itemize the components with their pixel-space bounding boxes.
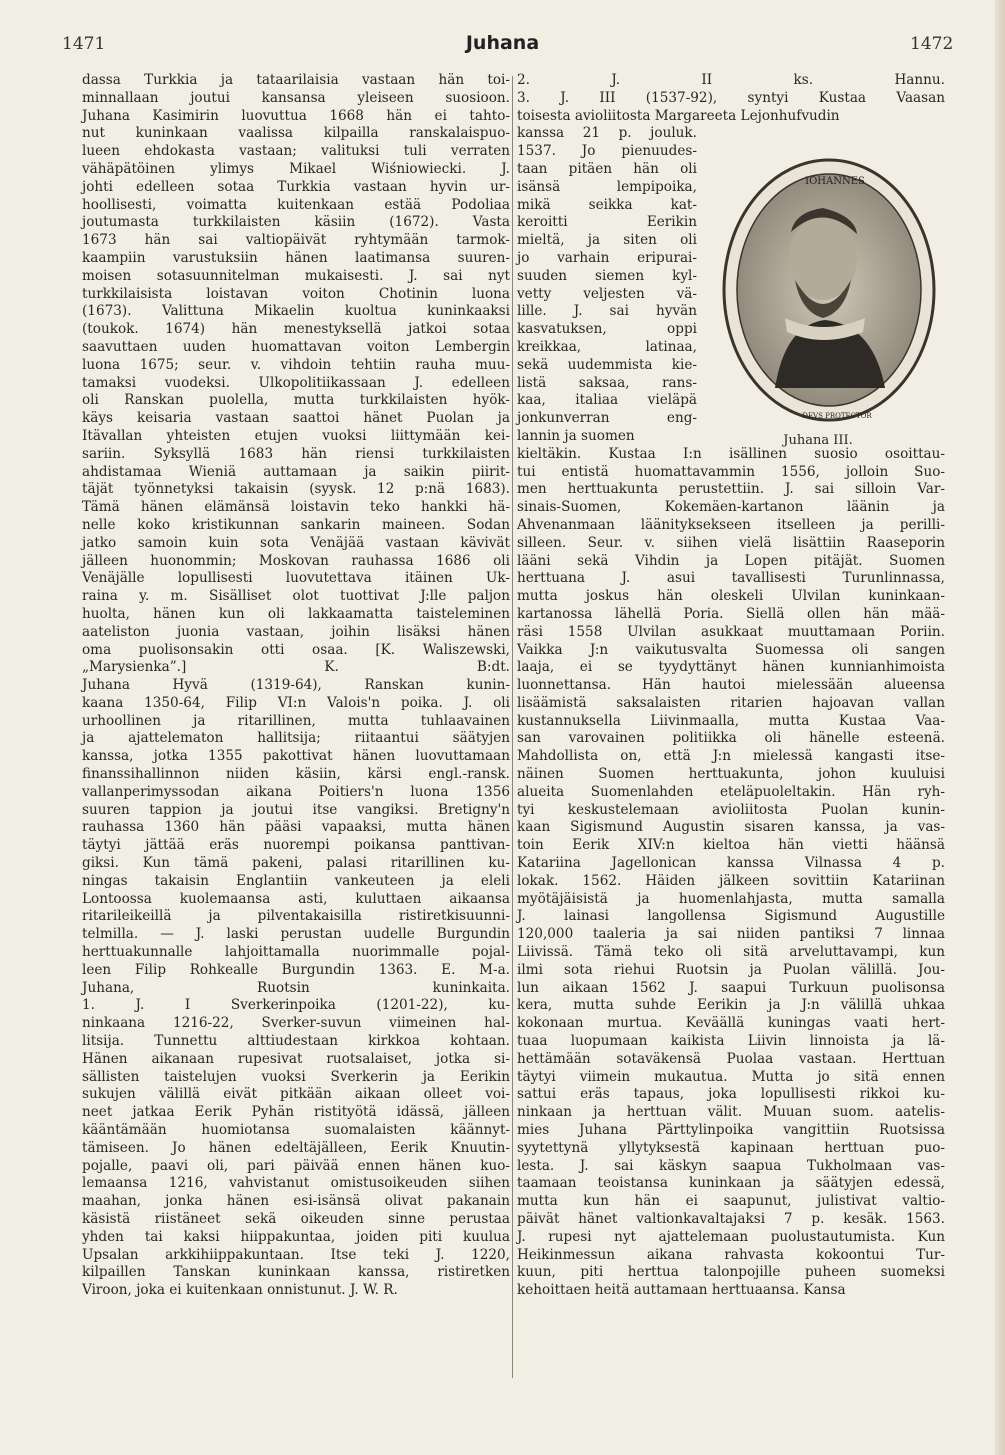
text-line: ja ajattelematon hallitsija; riitaantui säätyjen <box>82 730 510 747</box>
text-line: räsi 1558 Ulvilan asukkaat muuttamaan Poriin. <box>517 623 945 640</box>
text-line: syytettynä yllytyksestä kapinaan herttuan puo- <box>517 1139 945 1156</box>
text-line: neet jatkaa Eerik Pyhän ristityötä idässä, jälleen <box>82 1104 510 1121</box>
text-line: vähäpätöinen ylimys Mikael Wiśniowiecki. J. <box>82 160 510 177</box>
text-line: Vaikka J:n vaikutusvalta Suomessa oli sangen <box>517 641 945 658</box>
text-line: giksi. Kun tämä pakeni, palasi ritarillinen ku- <box>82 855 510 872</box>
text-line: ninkaan ja herttuan välit. Muuan suom. aatelis- <box>517 1104 945 1121</box>
text-line: Tämä hänen elämänsä loistavin teko hankki hä- <box>82 499 510 516</box>
text-line: listä saksaa, rans- <box>517 374 697 391</box>
text-line: hoollisesti, voimatta kuitenkaan estää Podoliaa <box>82 196 510 213</box>
text-line: täjät työnnetyksi takaisin (syysk. 12 p:nä 1683). <box>82 481 510 498</box>
text-line: Mahdollista on, että J:n mielessä kangasti itse- <box>517 748 945 765</box>
text-line: tamaksi vuodeksi. Ulkopolitiikassaan J. edelleen <box>82 374 510 391</box>
text-line: keroitti Eerikin <box>517 214 697 231</box>
text-line: johti edelleen sotaa Turkkia vastaan hyvin ur- <box>82 178 510 195</box>
text-line: mutta kun hän ei saapunut, julistivat valtio- <box>517 1193 945 1210</box>
text-line: näinen Suomen herttuakunta, johon kuuluisi <box>517 766 945 783</box>
text-line: jo varhain eripurai- <box>517 249 697 266</box>
text-line: nelle koko kristikunnan sankarin maineen. Sodan <box>82 516 510 533</box>
page-header <box>0 34 1005 58</box>
text-line: (1673). Valittuna Mikaelin kuoltua kuninkaaksi <box>82 303 510 320</box>
text-line: kääntämään huomiotansa suomalaisten käännyt- <box>82 1122 510 1139</box>
text-line: (toukok. 1674) hän menestyksellä jatkoi sotaa <box>82 321 510 338</box>
text-line: oli Ranskan puolella, mutta turkkilaisten hyök- <box>82 392 510 409</box>
text-line: sekä uudemmista kie- <box>517 356 697 373</box>
text-line: kuun, piti herttua talonpojille puheen suomeksi <box>517 1264 945 1281</box>
text-line: sukujen välillä eivät pitkään aikaan olleet voi- <box>82 1086 510 1103</box>
text-line: kilpaillen Tanskan kuninkaan kanssa, ristiretken <box>82 1264 510 1281</box>
text-line: Juhana, Ruotsin kuninkaita. <box>82 979 510 996</box>
text-line: alueita Suomenlahden eteläpuoleltakin. Hän ryh- <box>517 783 945 800</box>
portrait-juhana-iii <box>705 150 940 450</box>
text-line: vallanperimyssodan aikana Poitiers'n luona 1356 <box>82 783 510 800</box>
text-line: Lontoossa kuolemaansa asti, kuluttaen aikaansa <box>82 890 510 907</box>
text-line: ningas takaisin Englantiin vankeuteen ja eleli <box>82 872 510 889</box>
text-line: toin Eerik XIV:n kieltoa hän vietti häänsä <box>517 837 945 854</box>
text-line: ilmi sota riehui Ruotsin ja Puolan välillä. Jou- <box>517 961 945 978</box>
column-divider <box>512 76 513 1378</box>
text-line: lille. J. sai hyvän <box>517 303 697 320</box>
text-line: ninkaana 1216-22, Sverker-suvun viimeinen hal- <box>82 1015 510 1032</box>
portrait-inscription-bottom: DEVS PROTECTOR <box>802 412 872 420</box>
text-line: Ahvenanmaan läänityksekseen itselleen ja perilli- <box>517 516 945 533</box>
text-line: sattui eräs tapaus, joka lopullisesti rikkoi ku- <box>517 1086 945 1103</box>
text-line: taan pitäen hän oli <box>517 160 697 177</box>
text-line: kartanossa lähellä Poria. Siellä ollen hän mää- <box>517 605 945 622</box>
text-line: mies Juhana Pärttylinpoika vangittiin Ruotsissa <box>517 1122 945 1139</box>
text-line: päivät hänet valtionkavaltajaksi 7 p. kesäk. 1563. <box>517 1211 945 1227</box>
text-line: täytyi viimein mukautua. Mutta jo sitä ennen <box>517 1068 945 1085</box>
text-line: kera, mutta suhde Eerikin ja J:n välillä uhkaa <box>517 997 945 1014</box>
text-line: kaan Sigismund Augustin sisaren kanssa, ja vas- <box>517 819 945 836</box>
text-line: mikä seikka kat- <box>517 196 697 213</box>
text-line: tyi keskustelemaan avioliitosta Puolan kunin- <box>517 801 945 818</box>
portrait-caption: Juhana III. <box>783 433 853 448</box>
text-line: luonnettansa. Hän hautoi mielessään alueensa <box>517 677 945 694</box>
text-line: myötäjäisistä ja huomenlahjasta, mutta samalla <box>517 890 945 907</box>
text-line: kieltäkin. Kustaa I:n isällinen suosio osoittau- <box>517 445 945 462</box>
text-line: „Marysienka”.] K. B:dt. <box>82 659 510 676</box>
text-line: saavuttaen uuden huomattavan voiton Lembergin <box>82 338 510 355</box>
text-line: laaja, ei se tyydyttänyt hänen kunnianhimoista <box>517 659 945 676</box>
text-line: san varovainen politiikka oli hänelle esteenä. <box>517 730 945 747</box>
text-line: tuaa luopumaan kaikista Liivin linnoista ja lä- <box>517 1033 945 1050</box>
text-line: täytyi jättää eräs nuorempi poikansa panttivan- <box>82 837 510 854</box>
text-line: pojalle, paavi oli, pari päivää ennen hänen kuo- <box>82 1157 510 1174</box>
text-line: sariin. Syksyllä 1683 hän riensi turkkilaisten <box>82 445 510 462</box>
text-line: jonkunverran eng- <box>517 410 697 427</box>
text-line: kasvatuksen, oppi <box>517 321 697 338</box>
text-line: ritarileikeillä ja pilventakaisilla ristiretkisuunni- <box>82 908 510 925</box>
text-line: aateliston juonia vastaan, joihin lisäksi hänen <box>82 623 510 640</box>
text-line: lemaansa 1216, vahvistanut omistusoikeuden siihen <box>82 1175 510 1192</box>
text-line: mieltä, ja siten oli <box>517 232 697 249</box>
text-line: J. lainasi langollensa Sigismund Augustille <box>517 908 945 925</box>
text-line: kokonaan murtua. Keväällä kuningas vaati hert- <box>517 1015 945 1032</box>
text-line: Katariina Jagellonican kanssa Vilnassa 4 p. <box>517 855 945 872</box>
text-line: turkkilaisista loistavan voiton Chotinin luona <box>82 285 510 302</box>
text-line: tui entistä huomattavammin 1556, jolloin Suo- <box>517 463 945 480</box>
text-line: Viroon, joka ei kuitenkaan onnistunut. J. W. R. <box>82 1282 398 1299</box>
text-line: vetty veljesten vä- <box>517 285 697 302</box>
page-edge <box>995 0 1005 1455</box>
text-line: silleen. Seur. v. siihen vielä lisättiin Raaseporin <box>517 534 945 551</box>
text-line: lannin ja suomen <box>517 427 635 444</box>
text-line: lokak. 1562. Häiden jälkeen sovittiin Katariinan <box>517 872 945 889</box>
text-line: lun aikaan 1562 J. saapui Turkuun puolisonsa <box>517 979 945 996</box>
text-line: lueen ehdokasta vastaan; valituksi tuli verraten <box>82 143 510 160</box>
text-line: kaampiin varustuksiin hänen laatimansa suuren- <box>82 249 510 266</box>
text-line: 2. J. II ks. Hannu. <box>517 72 945 88</box>
text-line: finanssihallinnon niiden käsiin, kärsi engl.-ransk. <box>82 766 510 783</box>
text-line: kaana 1350-64, Filip VI:n Valois'n poika. J. oli <box>82 694 510 711</box>
text-line: Juhana Hyvä (1319-64), Ranskan kunin- <box>82 677 510 694</box>
text-line: kaa, italiaa vieläpä <box>517 392 697 409</box>
text-line: luona 1675; seur. v. vihdoin tehtiin rauha muu- <box>82 356 510 373</box>
text-line: kanssa, jotka 1355 pakottivat hänen luovuttamaan <box>82 748 510 765</box>
left-column <box>82 72 510 1300</box>
text-line: kanssa 21 p. jouluk. <box>517 125 697 142</box>
text-line: yhden tai kaksi hiippakuntaa, joiden piti kuulua <box>82 1228 510 1245</box>
text-line: minnallaan joutui kansansa yleiseen suosioon. <box>82 89 510 106</box>
text-line: suuden siemen kyl- <box>517 267 697 284</box>
text-line: 1673 hän sai valtiopäivät ryhtymään tarmok- <box>82 232 510 249</box>
text-line: kehoittaen heitä auttamaan herttuaansa. Kansa <box>517 1282 846 1299</box>
text-line: urhoollinen ja ritarillinen, mutta tuhlaavainen <box>82 712 510 729</box>
text-line: maahan, jonka hänen esi-isänsä olivat pakanain <box>82 1193 510 1210</box>
text-line: 1537. Jo pienuudes- <box>517 143 697 160</box>
text-line: lesta. J. sai käskyn saapua Tukholmaan vas- <box>517 1157 945 1174</box>
text-line: rauhassa 1360 hän pääsi vapaaksi, mutta hänen <box>82 819 510 836</box>
right-page-number: 1472 <box>910 34 954 54</box>
text-line: oma puolisonsakin otti osaa. [K. Waliszewski, <box>82 641 510 658</box>
text-line: Upsalan arkkihiippakuntaan. Itse teki J. 1220, <box>82 1246 510 1263</box>
text-line: leen Filip Rohkealle Burgundin 1363. E. M-a. <box>82 961 510 978</box>
text-line: käys keisaria vastaan saattoi hänet Puolan ja <box>82 410 510 427</box>
text-line: sinais-Suomen, Kokemäen-kartanon läänin ja <box>517 499 945 516</box>
text-line: suuren tappion ja joutui itse vangiksi. Bretigny'n <box>82 801 510 818</box>
text-line: lisäämistä saksalaisten ritarien hajoavan vallan <box>517 694 945 711</box>
text-line: mutta joskus hän oleskeli Ulvilan kuninkaan- <box>517 588 945 605</box>
text-line: litsija. Tunnettu alttiudestaan kirkkoa kohtaan. <box>82 1033 510 1050</box>
text-line: Juhana Kasimirin luovuttua 1668 hän ei tahto- <box>82 107 510 124</box>
text-line: men herttuakunta perustettiin. J. sai silloin Var- <box>517 481 945 498</box>
text-line: jälleen huonommin; Moskovan rauhassa 1686 oli <box>82 552 510 569</box>
text-line: toisesta avioliitosta Margareeta Lejonhufvudin <box>517 107 840 124</box>
text-line: huolta, hänen kun oli lakkaamatta taisteleminen <box>82 605 510 622</box>
text-line: Itävallan yhteisten etujen vuoksi liittymään kei- <box>82 427 510 444</box>
text-line: moisen sotasuunnitelman mukaisesti. J. sai nyt <box>82 267 510 284</box>
left-page-number: 1471 <box>62 34 106 54</box>
text-line: Hänen aikanaan rupesivat ruotsalaiset, jotka si- <box>82 1050 510 1067</box>
text-line: joutumasta turkkilaisten käsiin (1672). Vasta <box>82 214 510 231</box>
text-line: kustannuksella Liivinmaalla, mutta Kustaa Vaa- <box>517 712 945 729</box>
text-line: käsistä riistäneet sekä oikeuden sinne perustaa <box>82 1211 510 1227</box>
text-line: Liivissä. Tämä teko oli sitä arveluttavampi, kun <box>517 944 945 961</box>
text-line: 1. J. I Sverkerinpoika (1201-22), ku- <box>82 997 510 1014</box>
text-line: sällisten taistelujen vuoksi Sverkerin ja Eerikin <box>82 1068 510 1085</box>
text-line: dassa Turkkia ja tataarilaisia vastaan hän toi- <box>82 72 510 88</box>
text-line: kreikkaa, latinaa, <box>517 338 697 355</box>
text-line: herttuana J. asui tavallisesti Turunlinnassa, <box>517 570 945 587</box>
text-line: taamaan teoistansa kuninkaan ja säätyjen edessä, <box>517 1175 945 1192</box>
portrait-inscription-top: IOHANNES <box>805 176 865 187</box>
text-line: tämiseen. Jo hänen edeltäjälleen, Eerik Knuutin- <box>82 1139 510 1156</box>
text-line: lääni sekä Vihdin ja Lopen pitäjät. Suomen <box>517 552 945 569</box>
text-line: J. rupesi nyt ajattelemaan puolustautumista. Kun <box>517 1228 945 1245</box>
text-line: isänsä lempipoika, <box>517 178 697 195</box>
text-line: nut kuninkaan vaalissa kilpailla ranskalaispuo- <box>82 125 510 142</box>
text-line: 3. J. III (1537-92), syntyi Kustaa Vaasan <box>517 89 945 106</box>
text-line: hettämään sotaväkensä Puolaa vastaan. Herttuan <box>517 1050 945 1067</box>
text-line: raina y. m. Sisälliset olot tuottivat J:lle paljon <box>82 588 510 605</box>
text-line: jatko samoin kuin sota Venäjää vastaan kävivät <box>82 534 510 551</box>
running-head: Juhana <box>465 32 540 54</box>
text-line: ahdistamaa Wieniä auttamaan ja saikin piirit- <box>82 463 510 480</box>
text-line: 120,000 taaleria ja sai niiden pantiksi 7 linnaa <box>517 926 945 943</box>
text-line: Heikinmessun aikana rahvasta kokoontui Tur- <box>517 1246 945 1263</box>
text-line: Venäjälle lopullisesti luovutettava itäinen Uk- <box>82 570 510 587</box>
text-line: telmilla. — J. laski perustan uudelle Burgundin <box>82 926 510 943</box>
text-line: herttuakunnalle lahjoittamalla nuorimmalle pojal- <box>82 944 510 961</box>
